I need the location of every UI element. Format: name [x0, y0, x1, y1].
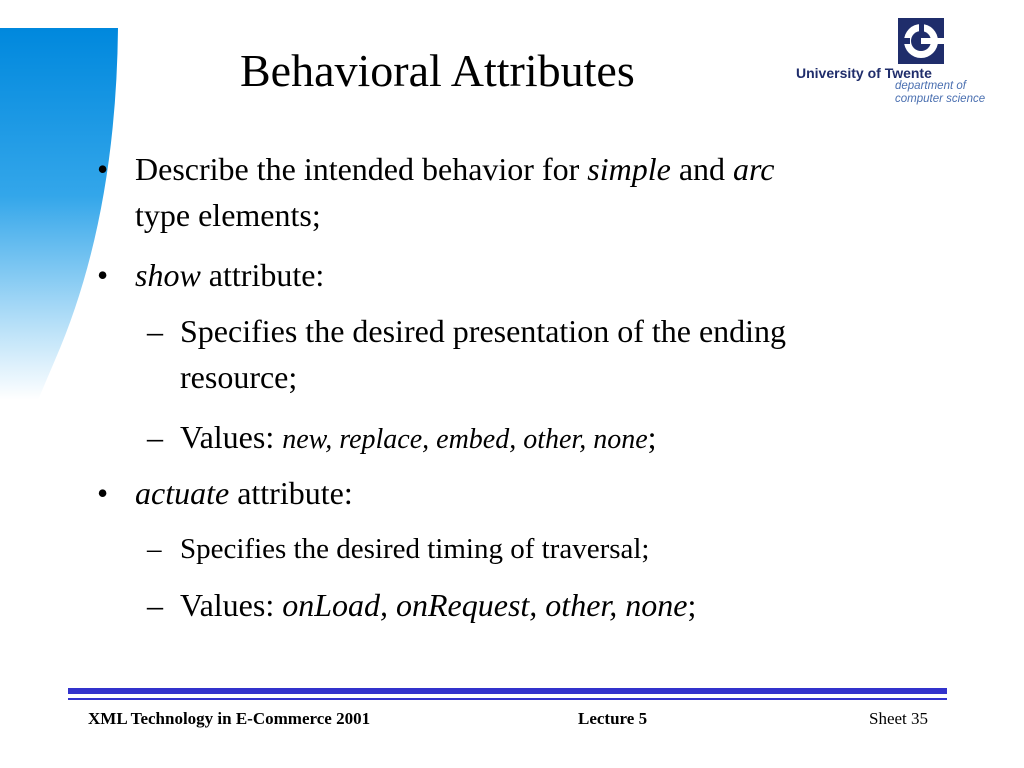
term-actuate: actuate	[135, 475, 230, 511]
footer-course-title: XML Technology in E-Commerce 2001	[88, 709, 371, 728]
footer-divider-thin	[68, 698, 947, 700]
sub-bullet-show-values	[147, 414, 950, 463]
decorative-blue-band	[0, 0, 130, 400]
term-simple: simple	[587, 151, 671, 187]
actuate-values-list: onLoad, onRequest, other, none	[282, 587, 688, 623]
dash-marker: –	[147, 313, 163, 349]
sub-bullet-actuate-values	[147, 582, 950, 628]
sub-bullet-text: Values:	[180, 419, 283, 455]
show-values-list: new, replace, embed, other, none	[282, 424, 648, 455]
bullet-text: and	[670, 151, 734, 187]
dash-marker: –	[147, 587, 163, 623]
dash-marker: –	[147, 419, 163, 455]
sub-bullet-show-presentation	[147, 308, 950, 400]
sub-bullet-text: Values:	[180, 587, 283, 623]
footer-sheet-number: Sheet 35	[869, 709, 929, 728]
bullet-text: attribute:	[229, 475, 353, 511]
bullet-show	[97, 252, 945, 298]
slide-title: Behavioral Attributes	[240, 45, 635, 96]
bullet-marker: •	[97, 475, 109, 511]
term-show: show	[135, 257, 201, 293]
department-line-2: computer science	[895, 93, 986, 105]
university-name: University of Twente	[796, 65, 932, 81]
bullet-marker: •	[97, 151, 109, 187]
university-emblem-icon	[898, 18, 944, 64]
sub-bullet-end: ;	[687, 587, 697, 623]
bullet-marker: •	[97, 257, 109, 293]
sub-bullet-text-line2: resource;	[180, 359, 298, 395]
term-arc: arc	[733, 151, 775, 187]
dash-marker: –	[147, 533, 162, 565]
sub-bullet-text: Specifies the desired presentation of the ending	[180, 313, 787, 349]
bullet-text: Describe the intended behavior for	[135, 151, 588, 187]
sub-bullet-actuate-timing	[147, 526, 950, 572]
university-logo	[790, 18, 1010, 110]
department-name	[895, 80, 985, 106]
footer-divider-thick	[68, 688, 947, 694]
bullet-describe	[97, 146, 945, 238]
department-line-1: department of	[895, 80, 966, 92]
bullet-actuate	[97, 470, 945, 516]
sub-bullet-end: ;	[647, 419, 657, 455]
sub-bullet-text: Specifies the desired timing of traversal;	[180, 533, 650, 565]
footer-lecture-number: Lecture 5	[578, 709, 648, 728]
bullet-text: attribute:	[200, 257, 325, 293]
bullet-text-line2: type elements;	[135, 197, 321, 233]
